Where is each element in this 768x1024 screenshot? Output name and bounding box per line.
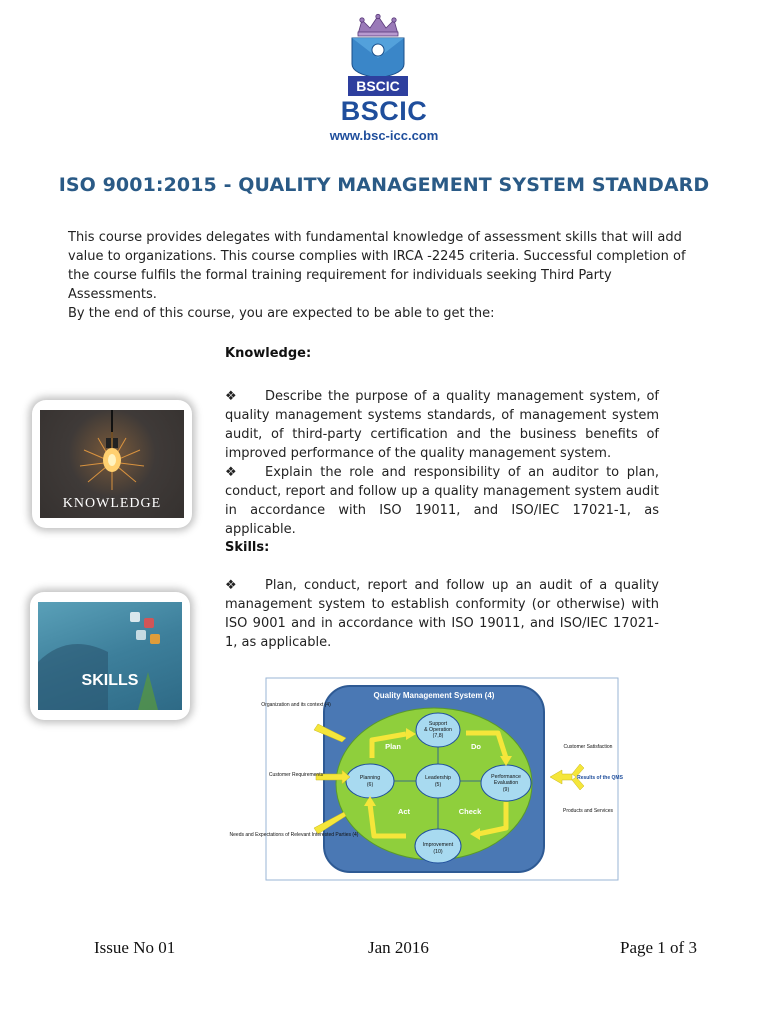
- node-performance: [481, 765, 531, 801]
- phase-do: Do: [471, 742, 481, 751]
- svg-text:Customer Requirements: Customer Requirements: [268, 772, 324, 778]
- svg-text:(5): (5): [434, 782, 442, 788]
- node-leadership: [416, 764, 460, 798]
- bscic-logo-emblem: [344, 14, 412, 98]
- svg-text:Support: Support: [428, 721, 448, 727]
- knowledge-heading: Knowledge:: [225, 346, 312, 361]
- svg-text:Evaluation: Evaluation: [493, 780, 519, 786]
- diamond-bullet-icon: ❖: [225, 389, 237, 404]
- diamond-bullet-icon: ❖: [225, 465, 237, 480]
- svg-text:(10): (10): [433, 849, 443, 855]
- crown-icon: [358, 14, 398, 36]
- list-item: ❖ Plan, conduct, report and follow up an audit of a quality management system to establish conformity (or otherwise) with ISO 9001 and in accordance with ISO 19011, and ISO/IEC 17021-1, as applicable.: [225, 578, 659, 650]
- svg-text:Customer Satisfaction: Customer Satisfaction: [563, 744, 613, 750]
- svg-text:(9): (9): [502, 787, 510, 793]
- svg-text:Needs and Expectations of Rele: Needs and Expectations of Relevant Interested Parties (4): [229, 832, 359, 838]
- skills-heading: Skills:: [225, 540, 270, 555]
- svg-text:Organization and its context (: Organization and its context (4): [261, 702, 331, 708]
- skills-image-label: SKILLS: [81, 672, 139, 689]
- svg-text:(6): (6): [366, 782, 374, 788]
- list-item: ❖ Describe the purpose of a quality management system, of quality management systems standards, of management system audit, of third-party certification and the business benefits of improved performance of the quality management system.: [225, 389, 659, 461]
- svg-text:(7,8): (7,8): [432, 733, 444, 739]
- node-improvement: [415, 829, 461, 863]
- list-item: ❖ Explain the role and responsibility of an auditor to plan, conduct, report and follow up a quality management system audit in accordance with ISO 19011, and ISO/IEC 17021-1, as applicable.: [225, 465, 659, 537]
- skills-graphic: [38, 602, 182, 710]
- skills-bullets: [225, 576, 659, 652]
- node-planning: [346, 764, 394, 798]
- phase-check: Check: [458, 807, 482, 816]
- svg-text:Performance: Performance: [491, 774, 521, 780]
- knowledge-image-card: [32, 400, 192, 528]
- svg-text:Improvement: Improvement: [422, 842, 454, 848]
- skills-image-card: [30, 592, 190, 720]
- logo-badge-text: BSCIC: [356, 78, 400, 94]
- knowledge-bullets: [225, 387, 659, 539]
- node-support: [416, 713, 460, 747]
- diagram-title: Quality Management System (4): [373, 691, 495, 700]
- footer-page-number: Page 1 of 3: [620, 938, 697, 957]
- intro-paragraph: This course provides delegates with fundamental knowledge of assessment skills that will add value to organizations. This course complies with IRCA -2245 criteria. Successful completion of the course fulfils the formal training requirement for individuals seeking Third Party Assessments.: [68, 230, 686, 302]
- svg-text:& Operation: & Operation: [424, 727, 452, 733]
- svg-text:Results of the QMS: Results of the QMS: [577, 775, 623, 781]
- footer-date: Jan 2016: [368, 938, 429, 957]
- footer-issue: Issue No 01: [94, 938, 176, 957]
- brand-url[interactable]: www.bsc-icc.com: [329, 128, 439, 143]
- phase-act: Act: [397, 807, 411, 816]
- svg-text:Products and Services: Products and Services: [562, 808, 614, 814]
- page-title: ISO 9001:2015 - QUALITY MANAGEMENT SYSTEM STANDARD: [58, 174, 710, 196]
- expectation-paragraph: By the end of this course, you are expected to be able to get the:: [68, 306, 495, 321]
- knowledge-image-label: KNOWLEDGE: [62, 496, 162, 511]
- brand-name: BSCIC: [340, 96, 428, 126]
- svg-text:Leadership: Leadership: [425, 775, 451, 781]
- diamond-bullet-icon: ❖: [225, 578, 237, 593]
- qms-pdca-diagram: [229, 678, 623, 880]
- svg-text:Planning: Planning: [359, 775, 381, 781]
- phase-plan: Plan: [385, 742, 401, 751]
